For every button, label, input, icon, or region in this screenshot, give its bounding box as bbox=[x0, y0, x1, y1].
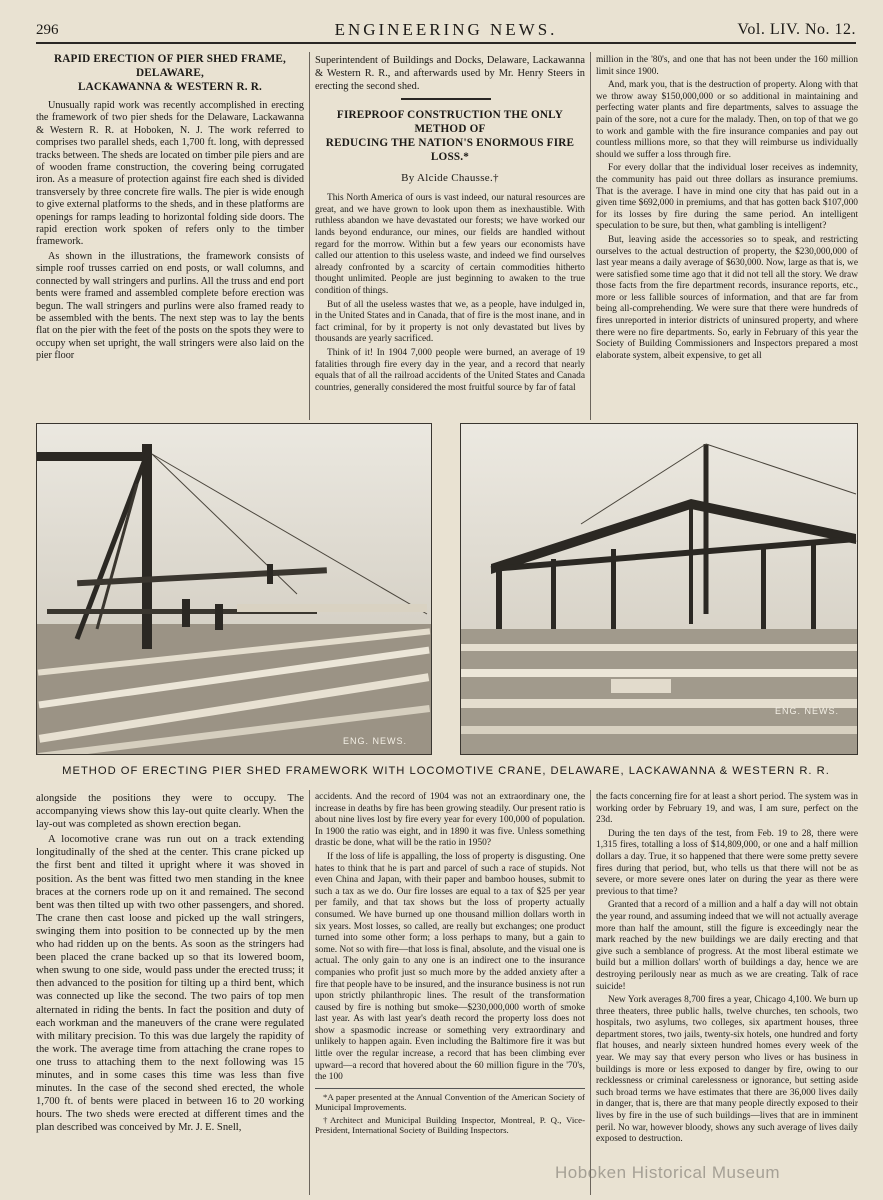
photo-right-drawing bbox=[461, 424, 857, 754]
column-divider bbox=[590, 52, 591, 420]
paragraph: accidents. And the record of 1904 was not an extraordinary one, the increase in deaths by fire has been growing steadily. Our present ratio is about nine lives lost by fire every year for every 100,000 of population. In 1900 the ratio was eight, and in 1890 it was five. Unless something drastic be done, what will be the ratio in 1950? bbox=[315, 792, 585, 849]
article1-column-bottom bbox=[36, 792, 304, 1197]
museum-watermark: Hoboken Historical Museum bbox=[555, 1163, 781, 1182]
paragraph: the facts concerning fire for at least a short period. The system was in working order by February 19, and was, I am sure, perfect on the 23d. bbox=[596, 792, 858, 826]
byline: By Alcide Chausse.† bbox=[401, 171, 499, 184]
footnote: †Architect and Municipal Building Inspector, Montreal, P. Q., Vice-President, International Society of Building Inspectors. bbox=[315, 1114, 585, 1136]
paragraph: Granted that a record of a million and a half a day will not obtain the year round, and assuming indeed that we will not actually average more than half the amount, still the figure is exceedingly near the mark reached by the new buildings we are daily erecting and that give such a semblance of progress. At the most liberal estimate we build but a million dollars' worth of buildings a day, hence we are destroying perilously near as much as we are creating. Talk of race suicide! bbox=[596, 900, 858, 992]
photo-credit: ENG. NEWS. bbox=[343, 736, 408, 746]
paragraph: If the loss of life is appalling, the loss of property is disgusting. One hates to think that he is part and parcel of such a race of stupids. Not even China and Japan, with their paper and bamboo houses, submit to such a tax as we do. Our fire losses are equal to a tax of $25 per year per family, and that tax shows but the loss of property actually consumed. We have burned up one thousand million dollars worth in six years. Most losses, so called, are really but exchanges; one product turned into some other form; a loss perhaps to many, but a gain to some. Not so with fire—that loss is final, absolute, and the visual one is actual. The only gain to any one is an indirect one to the insurance companies who profit just so much more by the added anxiety after a fire that people have to be insured, and the insurance business is not run upon strictly philanthropic lines. The result of the transformation caused by fire is nothing but smoke—$230,000,000 worth of smoke last year. As with last year's death record the property loss does not show a spasmodic increase or something very extraordinary and unlikely to happen again. Even including the Baltimore fire it was but little over the regular increase, a record that has been climbing ever upward—a record that hovered about the 60 million figure in the '70's, the 100 bbox=[315, 851, 585, 1083]
section-rule bbox=[401, 98, 491, 100]
paragraph: During the ten days of the test, from Feb. 19 to 28, there were 1,315 fires, totalling a loss of $14,809,000, or one and a half million dollars a day. True, it so happened that there were some pretty severe fires during that period, but, who tells us that there will not be as severe, or more severe ones later on during the year as there were previous to that time? bbox=[596, 828, 858, 897]
paragraph: As shown in the illustrations, the framework consists of simple roof trusses carried on end posts, or wall columns, and connected by wall stringers and purlins. All the truss and end port bents were framed and assembled complete before erection was begun. The wall stringers and purlins were also framed ready to be assembled with the bents. The next step was to lay the bents flat on the pier with the feet of the posts on the spots they were to occupy when set upright, the wall stringers were also laid on the pier floor bbox=[36, 250, 304, 362]
paragraph: Superintendent of Buildings and Docks, Delaware, Lackawanna & Western R. R., and afterwards used by Mr. Henry Steers in erecting the second shed. bbox=[315, 55, 585, 92]
paragraph: New York averages 8,700 fires a year, Chicago 4,100. We burn up three theaters, three public halls, twelve churches, ten schools, two hospitals, two asylums, two colleges, six apartment houses, three department stores, two jails, twenty-six hotels, one hundred and forty flat houses, and nearly sixteen hundred homes every week of the year. We may say that every person who lives or has business in buildings is more or less exposed to danger by fire, owing to our recklessness or criminal carelessness or ignorance, but setting aside such broad terms we have estimates that there are 36,000 lives daily in danger, that is, there are that many people directly exposed to their lives by fire in the use of such buildings—lives that are in imminent peril. No war, however bloody, shows any such average of lives daily exposed to destruction. bbox=[596, 995, 858, 1145]
column-divider bbox=[309, 52, 310, 420]
footnotes bbox=[315, 1088, 585, 1136]
paragraph: And, mark you, that is the destruction of property. Along with that we throw away $150,000,000 or so additional in maintaining and perfecting water plants and fire departments, salves to assuage the pain of the sore, not a cure for the malady. Then, on top of that we go to work and gamble with the fire insurance companies and pay out countless millions more, so that they will reimburse us individually should we suffer a loss through fire. bbox=[596, 80, 858, 160]
paragraph: But of all the useless wastes that we, as a people, have indulged in, in the United States and in Canada, that of fire is the most inane, and in fact criminal, for by it property is not only devastated but lives by thousands are yearly sacrificed. bbox=[315, 299, 585, 345]
paragraph: For every dollar that the individual loser receives as indemnity, the community has paid out three dollars as insurance premiums. That is the average. I have in mind one city that has paid out in a given time $692,000 in premiums, and that has gotten back $107,000 for its losses by fire during the same period. An intelligent speculation to be sure, but then, what gambling is intelligent? bbox=[596, 163, 858, 232]
paragraph: A locomotive crane was run out on a track extending longitudinally of the shed at the center. This crane picked up the first bent and tilted it upright where it was shoved in position. As the bent was fitted two men standing in the knee braces at the corners rode up on it and remained. The second bent was then tilted up with two other passengers, and shored. The crane then cast loose and picked up the wall stringers, swinging them into position to be connected up by the men who had ridden up on the bents. As soon as the stringers had been placed the crane backed up so that its lowered boom, when swung to one side, would pass under the erected truss; it then advanced to the position for tilting up a third bent, which was connected up like the second. The two pairs of top men alternated in riding the bents. In fact the position and duty of each workman and the maneuvers of the crane were regulated with military precision. To this was due largely the rapidity of the work. The average time from attaching the crane ropes to one truss to attaching them to the next following was 15 minutes, and in some cases this time was less than five minutes. In the case of the second shed erected, the whole 1,700 ft. of bents were placed in between 16 to 20 working hours. The two sheds were erected at different times and the plan described was conceived by Mr. J. E. Snell, bbox=[36, 834, 304, 1134]
page-number: 296 bbox=[36, 22, 59, 38]
article1-column-top bbox=[36, 52, 304, 412]
column3-bottom bbox=[596, 792, 858, 1192]
photo-credit: ENG. NEWS. bbox=[775, 706, 840, 716]
column-divider bbox=[590, 790, 591, 1195]
photo-truss-erected bbox=[460, 423, 858, 755]
column2-bottom bbox=[315, 792, 585, 1192]
column3-top bbox=[596, 55, 858, 420]
photo-left-drawing bbox=[37, 424, 431, 754]
photo-bents-on-pier bbox=[36, 423, 432, 755]
figure-caption: METHOD OF ERECTING PIER SHED FRAMEWORK WITH LOCOMOTIVE CRANE, DELAWARE, LACKAWANNA & WESTERN R. R. bbox=[62, 765, 830, 777]
paragraph: This North America of ours is vast indeed, our natural resources are great, and we have grown to look upon them as inexhaustible. With ruthless abandon we have devastated our forests; we have worked our lands beyond endurance, our mines, our fields are handled without regard for the morrow. Within but a few years our economists have called our attention to this useless waste, and indeed we find ourselves already confronted by a scarcity of certain commodities hitherto thought unlimited. People are just beginning to awaken to the true condition of things. bbox=[315, 193, 585, 297]
page-header bbox=[36, 20, 856, 44]
volume-issue: Vol. LIV. No. 12. bbox=[737, 21, 856, 38]
paragraph: million in the '80's, and one that has not been under the 160 million limit since 1900. bbox=[596, 55, 858, 77]
footnote: *A paper presented at the Annual Convention of the American Society of Municipal Improvements. bbox=[315, 1091, 585, 1113]
paragraph: Unusually rapid work was recently accomplished in erecting the framework of two pier sheds for the Delaware, Lackawanna & Western R. R. at Hoboken, N. J. The work referred to comprises two parallel sheds, each 1,700 ft. long, with depressed tracks between. The sheds are located on timber pile piers and are of wooden frame construction, the covering being corrugated iron. As a measure of protection against fire each shed is divided transversely by three concrete fire walls. The pier is wide enough to give external platforms to the sheds, and in these platforms are openings for ramps leading to horizontal folding side doors. The rapid erection work spoken of refers only to the timber framework. bbox=[36, 100, 304, 248]
paragraph: But, leaving aside the accessories so to speak, and restricting ourselves to the actual destruction of property, the $230,000,000 of last year means a daily average of $630,000. Now, large as that is, we were satisfied some time ago that it did not tell all the story. We draw those facts from the fire department records, insurance reports, etc., more or less fallible sources of information, and that are far from being all-comprehending. We were sure that there were hundreds of fires unreported in interior districts of uninsured property, and where there were no fire departments. So, early in February of this year the Society of Building Commissioners and Inspectors prepared a most elaborate system, albeit expensive, to get all bbox=[596, 234, 858, 361]
article1-headline: RAPID ERECTION OF PIER SHED FRAME, DELAWARE, LACKAWANNA & WESTERN R. R. bbox=[53, 53, 286, 93]
column2-top bbox=[315, 55, 585, 420]
column-divider bbox=[309, 790, 310, 1195]
paragraph: alongside the positions they were to occupy. The accompanying views show this lay-out quite clearly. When the lay-out was completed as shown erection began. bbox=[36, 793, 304, 831]
article2-headline: FIREPROOF CONSTRUCTION THE ONLY METHOD OF REDUCING THE NATION'S ENORMOUS FIRE LOSS.* bbox=[325, 108, 575, 163]
journal-title: ENGINEERING NEWS. bbox=[334, 20, 558, 39]
paragraph: Think of it! In 1904 7,000 people were burned, an average of 19 fatalities through fire every day in the year, and a record that nearly equals that of all the railroad accidents of the United States and Canada countries, generally considered the most fruitful source by far of fatal bbox=[315, 348, 585, 393]
